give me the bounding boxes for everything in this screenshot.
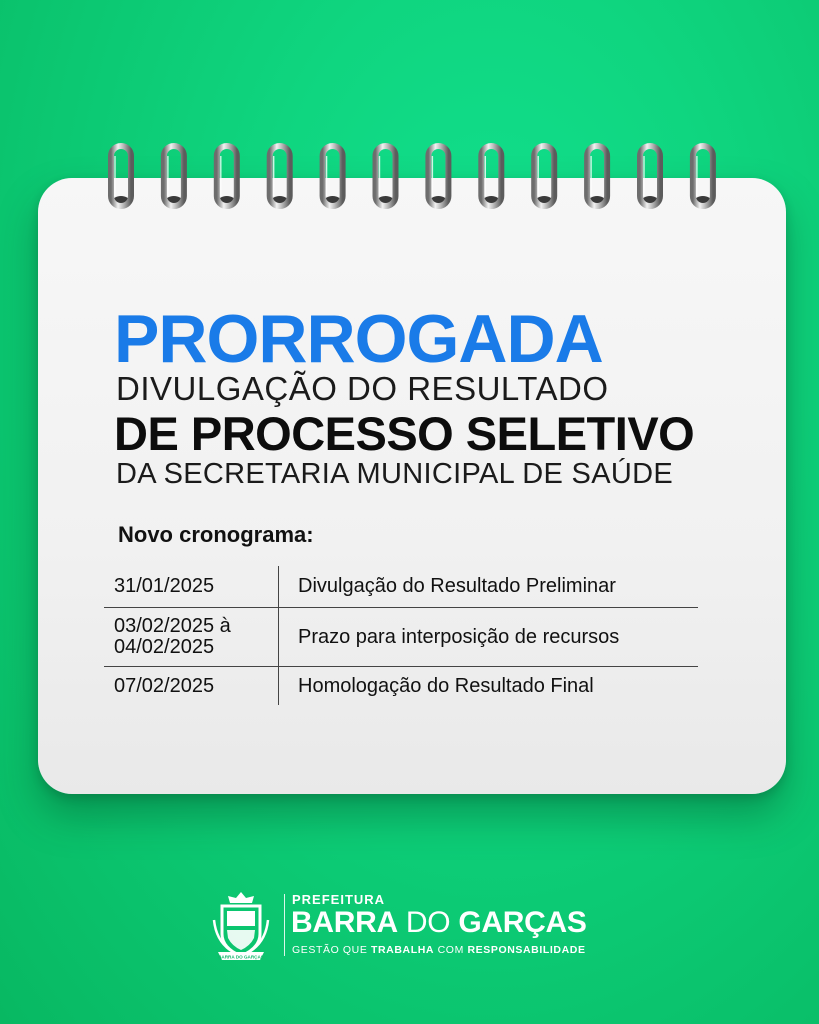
municipal-coat-of-arms-icon xyxy=(210,890,272,966)
spiral-ring-icon xyxy=(376,146,396,208)
crest-motto: BARRA DO GARÇAS xyxy=(218,954,264,960)
city-part-garcas: GARÇAS xyxy=(458,906,587,939)
spiral-ring-icon xyxy=(587,146,607,208)
spiral-binding xyxy=(0,0,819,230)
logo-slogan xyxy=(292,944,586,956)
row-date-start: 03/02/2025 à xyxy=(114,615,231,637)
spiral-ring-icon xyxy=(428,146,448,208)
schedule-table xyxy=(104,566,698,705)
row-event: Prazo para interposição de recursos xyxy=(279,608,699,667)
spiral-ring-icon xyxy=(481,146,501,208)
row-date: 07/02/2025 xyxy=(104,667,279,706)
spiral-ring-icon xyxy=(323,146,343,208)
prefeitura-logo xyxy=(210,888,620,968)
slogan-part-2: TRABALHA xyxy=(370,944,435,956)
slogan-part-3: COM xyxy=(437,944,464,956)
slogan-part-4: RESPONSABILIDADE xyxy=(467,944,586,956)
headline-processo-seletivo: DE PROCESSO SELETIVO xyxy=(114,407,695,460)
row-date xyxy=(104,608,279,667)
headline-secretaria: DA SECRETARIA MUNICIPAL DE SAÚDE xyxy=(116,458,673,490)
row-event: Homologação do Resultado Final xyxy=(279,667,699,706)
table-row xyxy=(104,608,698,667)
row-date-end: 04/02/2025 xyxy=(114,636,215,658)
table-row xyxy=(104,667,698,706)
spiral-ring-icon xyxy=(534,146,554,208)
spiral-ring-icon xyxy=(640,146,660,208)
spiral-ring-icon xyxy=(693,146,713,208)
city-part-barra: BARRA xyxy=(291,906,398,939)
spiral-ring-icon xyxy=(164,146,184,208)
schedule-title: Novo cronograma: xyxy=(118,522,314,547)
spiral-ring-icon xyxy=(111,146,131,208)
logo-city-name xyxy=(291,905,587,941)
table-row xyxy=(104,566,698,608)
spiral-ring-icon xyxy=(217,146,237,208)
slogan-part-1: GESTÃO QUE xyxy=(292,944,368,956)
row-date: 31/01/2025 xyxy=(104,566,279,608)
logo-prefeitura: PREFEITURA xyxy=(292,892,386,907)
spiral-ring-icon xyxy=(270,146,290,208)
city-part-do: DO xyxy=(405,906,451,939)
headline-prorrogada: PRORROGADA xyxy=(114,301,603,377)
headline-divulgacao: DIVULGAÇÃO DO RESULTADO xyxy=(116,370,609,407)
row-event: Divulgação do Resultado Preliminar xyxy=(298,575,616,597)
logo-divider xyxy=(284,894,285,956)
